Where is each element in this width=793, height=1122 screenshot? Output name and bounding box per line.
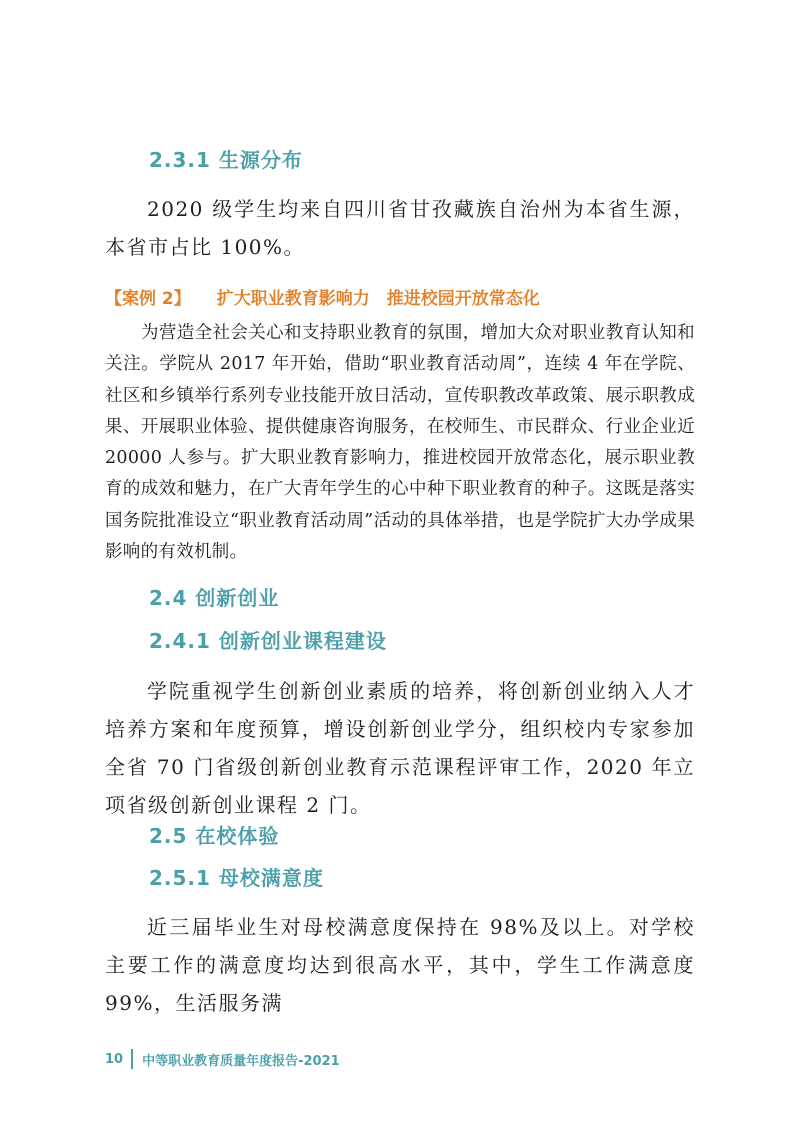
section-heading-2-3-1: 2.3.1 生源分布 [149, 148, 303, 172]
footer-divider [131, 1049, 133, 1069]
page-number: 10 [105, 1051, 124, 1067]
paragraph-source-distribution: 2020 级学生均来自四川省甘孜藏族自治州为本省生源，本省市占比 100%。 [105, 197, 695, 259]
case-title [105, 284, 540, 309]
paragraph-alma-mater-satisfaction: 近三届毕业生对母校满意度保持在 98%及以上。对学校主要工作的满意度均达到很高水平，其中，学生工作满意度 99%，生活服务满 [105, 915, 695, 1015]
report-title: 中等职业教育质量年度报告-2021 [142, 1053, 340, 1069]
page-footer [105, 1049, 340, 1069]
case-label: 【案例 2】 [105, 289, 191, 309]
section-heading-2-4: 2.4 创新创业 [149, 586, 280, 610]
case-body: 为营造全社会关心和支持职业教育的氛围，增加大众对职业教育认知和关注。学院从 2017 年开始，借助“职业教育活动周”，连续 4 年在学院、社区和乡镇举行系列专业技能开放日活动，宣传职教改革政策、展示职教成果、开展职业体验、提供健康咨询服务，在校师生、市民群众、行业企业近 20000 人参与。扩大职业教育影响力，推进校园开放常态化，展示职业教育的成效和魅力，在广大青年学生的心中种下职业教育的种子。这既是落实国务院批准设立“职业教育活动周”活动的具体举措，也是学院扩大办学成果影响的有效机制。 [105, 323, 695, 563]
section-heading-2-5: 2.5 在校体验 [149, 824, 280, 848]
paragraph-innovation-courses: 学院重视学生创新创业素质的培养，将创新创业纳入人才培养方案和年度预算，增设创新创业学分，组织校内专家参加全省 70 门省级创新创业教育示范课程评审工作，2020 年立项省级创新创业课程 2 门。 [105, 679, 695, 817]
section-heading-2-5-1: 2.5.1 母校满意度 [149, 866, 324, 890]
section-heading-2-4-1: 2.4.1 创新创业课程建设 [149, 629, 387, 653]
case-heading: 扩大职业教育影响力 推进校园开放常态化 [216, 289, 540, 309]
